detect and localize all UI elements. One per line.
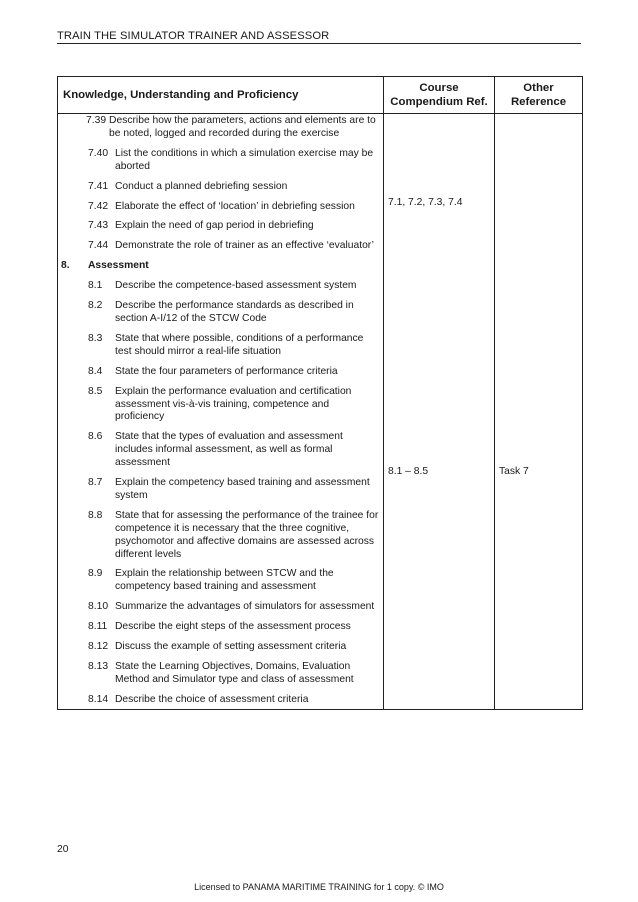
item-text: List the conditions in which a simulation exercise may be aborted bbox=[115, 147, 374, 172]
table-row bbox=[58, 257, 583, 709]
compendium-header-line1: Course bbox=[419, 82, 459, 94]
kup-table bbox=[57, 76, 583, 710]
list-item bbox=[88, 661, 383, 687]
item-number: 7.42 bbox=[88, 200, 109, 212]
item-number: 8.8 bbox=[88, 509, 103, 521]
item-number: 8.2 bbox=[88, 300, 103, 312]
kup-column-header: Knowledge, Understanding and Proficiency bbox=[58, 77, 384, 114]
item-number: 7.43 bbox=[88, 220, 109, 232]
list-item bbox=[88, 280, 383, 293]
list-item bbox=[88, 694, 383, 709]
item-number: 8.10 bbox=[88, 601, 109, 613]
page-number: 20 bbox=[57, 844, 69, 855]
section-title: Assessment bbox=[88, 260, 149, 272]
item-text: Explain the relationship between STCW and the competency based training and assessment bbox=[115, 568, 334, 593]
kup-cell bbox=[58, 114, 384, 258]
item-number: 8.3 bbox=[88, 332, 103, 344]
license-footer: Licensed to PANAMA MARITIME TRAINING for 1 copy. © IMO bbox=[194, 882, 444, 892]
item-number: 8.6 bbox=[88, 431, 103, 443]
list-item bbox=[88, 621, 383, 634]
compendium-ref: 8.1 – 8.5 bbox=[388, 466, 429, 478]
item-number: 8.13 bbox=[88, 661, 109, 672]
item-number: 7.41 bbox=[88, 180, 109, 192]
compendium-ref-cell bbox=[384, 114, 495, 258]
item-text: State that where possible, conditions of a performance test should mirror a real-life situation bbox=[115, 332, 364, 357]
item-number: 8.1 bbox=[88, 280, 103, 292]
list-item bbox=[88, 201, 383, 214]
header-rule bbox=[57, 43, 581, 44]
other-ref-cell bbox=[495, 114, 583, 258]
list-item bbox=[88, 220, 383, 233]
item-number: 7.44 bbox=[88, 240, 109, 252]
list-item bbox=[88, 510, 383, 562]
item-number: 7.40 bbox=[88, 147, 109, 159]
list-item bbox=[88, 641, 383, 654]
compendium-ref: 7.1, 7.2, 7.3, 7.4 bbox=[388, 197, 463, 209]
item-number: 8.5 bbox=[88, 385, 103, 397]
item-text: Demonstrate the role of trainer as an effective ‘evaluator’ bbox=[115, 240, 374, 252]
compendium-ref-cell bbox=[384, 257, 495, 709]
item-text: State the Learning Objectives, Domains, Evaluation Method and Simulator type and class of assessment bbox=[115, 661, 354, 685]
item-text: Discuss the example of setting assessment criteria bbox=[115, 641, 347, 653]
other-header-line2: Reference bbox=[510, 96, 567, 108]
item-text-content: Describe how the parameters, actions and elements are to be noted, logged and recorded during the exercise bbox=[109, 115, 376, 139]
item-number: 8.14 bbox=[88, 693, 109, 705]
list-item bbox=[88, 568, 383, 594]
section-heading bbox=[61, 260, 383, 273]
list-item bbox=[88, 148, 383, 174]
list-item bbox=[88, 181, 383, 194]
item-text: State that the types of evaluation and assessment includes informal assessment, as well as formal assessment bbox=[115, 431, 343, 469]
list-item bbox=[88, 300, 383, 326]
compendium-column-header bbox=[384, 77, 495, 114]
list-item bbox=[88, 240, 383, 257]
list-item bbox=[88, 431, 383, 470]
item-text: Summarize the advantages of simulators for assessment bbox=[115, 601, 375, 613]
running-header: TRAIN THE SIMULATOR TRAINER AND ASSESSOR bbox=[57, 30, 330, 42]
item-number: 7.39 bbox=[86, 115, 107, 126]
table-header-row bbox=[58, 77, 583, 114]
item-text: Explain the competency based training and assessment system bbox=[115, 477, 370, 501]
other-ref: Task 7 bbox=[499, 466, 529, 478]
section-number: 8. bbox=[61, 260, 70, 272]
item-text: Explain the performance evaluation and certification assessment vis-à-vis training, competence and proficiency bbox=[115, 385, 352, 423]
list-item bbox=[88, 333, 383, 359]
other-header-line1: Other bbox=[523, 82, 554, 94]
item-text bbox=[109, 115, 383, 141]
compendium-header-line2: Compendium Ref. bbox=[390, 96, 488, 108]
item-number: 8.12 bbox=[88, 641, 109, 653]
other-reference-column-header bbox=[495, 77, 583, 114]
item-number: 8.9 bbox=[88, 568, 103, 580]
item-text: State the four parameters of performance criteria bbox=[115, 365, 338, 377]
list-item bbox=[88, 601, 383, 614]
item-text: Describe the choice of assessment criteria bbox=[115, 693, 309, 705]
item-text: Elaborate the effect of ‘location’ in debriefing session bbox=[115, 200, 355, 212]
item-text: Describe the performance standards as described in section A-I/12 of the STCW Code bbox=[115, 300, 354, 324]
list-item bbox=[88, 386, 383, 425]
list-item bbox=[86, 114, 383, 141]
item-text: Conduct a planned debriefing session bbox=[115, 180, 288, 192]
list-item bbox=[88, 477, 383, 503]
item-text: Describe the eight steps of the assessment process bbox=[115, 621, 351, 633]
kup-cell bbox=[58, 257, 384, 709]
table-row bbox=[58, 114, 583, 258]
item-number: 8.11 bbox=[88, 621, 108, 633]
item-number: 8.4 bbox=[88, 365, 103, 377]
item-text: State that for assessing the performance of the trainee for competence it is necessary that the three cognitive, psychomotor and affective domains are assessed across different levels bbox=[115, 509, 379, 560]
item-number: 8.7 bbox=[88, 477, 103, 489]
other-ref-cell bbox=[495, 257, 583, 709]
item-text: Explain the need of gap period in debriefing bbox=[115, 220, 314, 232]
list-item bbox=[88, 366, 383, 379]
item-text: Describe the competence-based assessment system bbox=[115, 280, 357, 292]
